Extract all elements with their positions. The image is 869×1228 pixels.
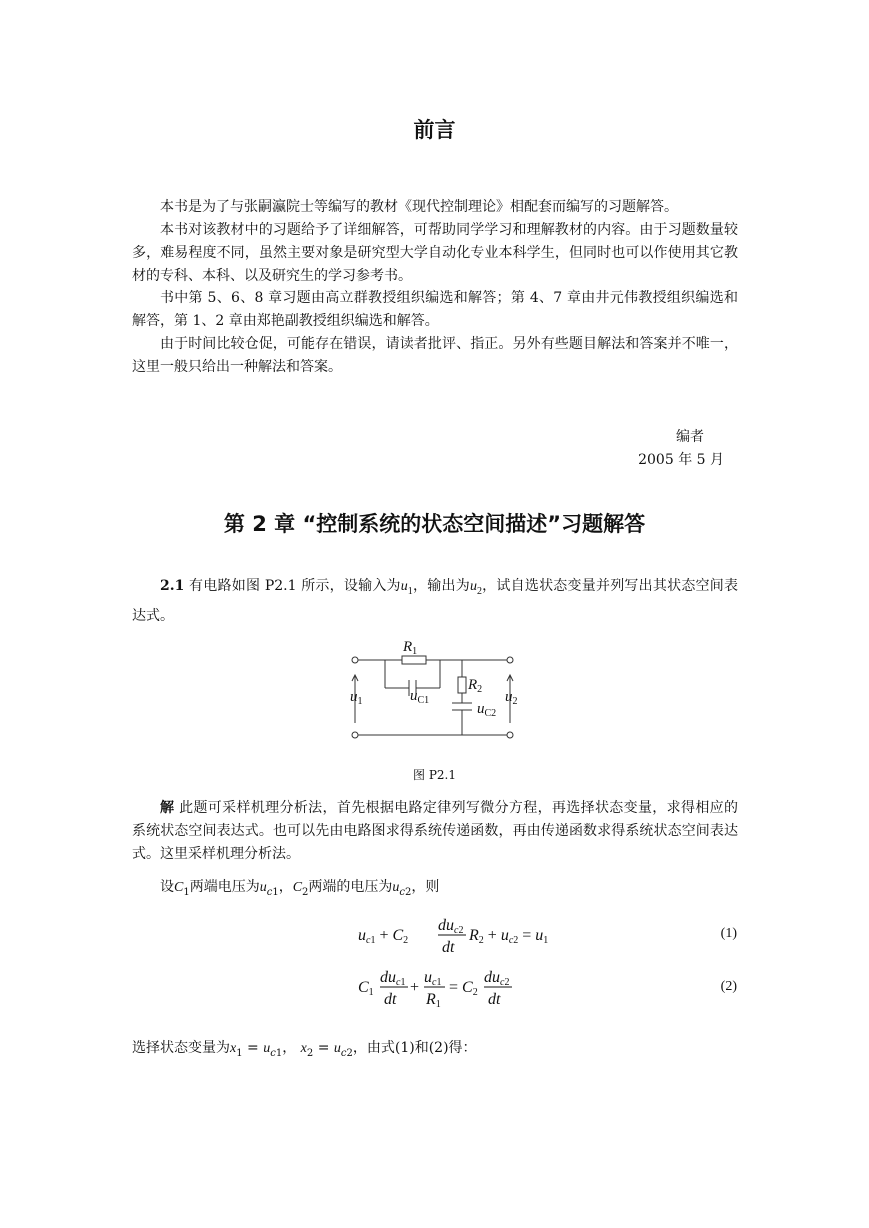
svg-text:duc2: duc2	[484, 969, 510, 988]
state-variable-line: 选择状态变量为$x_1 = u_{c1}$， $x_2 = u_{c2}$，由式(1)和(2)得：	[132, 1040, 477, 1059]
circuit-diagram-p2-1	[340, 635, 530, 745]
svg-text:dt: dt	[442, 939, 455, 956]
label-u2: $u_2$	[505, 689, 518, 707]
preface-date: 2005 年 5 月	[638, 452, 724, 468]
solution-text: 此题可采样机理分析法，首先根据电路定律列写微分方程，再选择状态变量，求得相应的系统状态空间表达式。也可以先由电路图求得系统传递函数，再由传递函数求得系统状态空间表达式。这里采样机理分析法。	[132, 800, 738, 862]
svg-text:R2 + uc2 = u1: R2 + uc2 = u1	[469, 927, 549, 946]
equation-1-number: (1)	[720, 926, 737, 941]
problem-text-b: ，输出为	[412, 578, 470, 594]
preface-paragraph-1: 本书是为了与张嗣瀛院士等编写的教材《现代控制理论》相配套而编写的习题解答。	[160, 199, 678, 215]
svg-text:dt: dt	[488, 991, 501, 1008]
problem-text-c: ，试自选状态变量并列写出其状态空间表达式。	[132, 578, 739, 624]
problem-text-a: 有电路如图 P2.1 所示，设输入为	[184, 578, 401, 594]
preface-paragraph-3: 书中第 5、6、8 章习题由高立群教授组织编选和解答；第 4、7 章由井元伟教授组织编选和解答，第 1、2 章由郑艳副教授组织编选和解答。	[132, 290, 738, 329]
chapter-title: 第 2 章 “控制系统的状态空间描述”习题解答	[223, 512, 646, 536]
label-r1: $R_1$	[403, 639, 418, 657]
problem-statement	[132, 574, 738, 629]
label-uc2: $u_{C2}$	[477, 701, 497, 719]
preface-paragraph-4: 由于时间比较仓促，可能存在错误，请读者批评、指正。另外有些题目解法和答案并不唯一，这里一般只给出一种解法和答案。	[132, 336, 738, 375]
figure-caption: 图 P2.1	[413, 768, 456, 782]
preface-title: 前言	[413, 118, 456, 142]
problem-input-var: $u_1$	[400, 579, 413, 597]
svg-text:duc1: duc1	[380, 969, 406, 988]
problem-number: 2.1	[160, 578, 185, 594]
label-uc1: $u_{C1}$	[410, 688, 430, 706]
svg-text:C1: C1	[358, 979, 374, 998]
equation-2	[350, 962, 550, 1012]
svg-text:+: +	[410, 979, 420, 996]
preface-paragraph-2: 本书对该教材中的习题给予了详细解答，可帮助同学学习和理解教材的内容。由于习题数量较多，难易程度不同，虽然主要对象是研究型大学自动化专业本科学生，但同时也可以作使用其它教材的专科、本科、以及研究生的学习参考书。	[132, 222, 738, 284]
preface-signature: 编者	[676, 429, 704, 445]
label-r2: $R_2$	[468, 677, 483, 695]
solution-line-2: 设$C_1$两端电压为$u_{c1}$，$C_2$两端的电压为$u_{c2}$，则	[160, 879, 440, 898]
solution-paragraph	[132, 797, 738, 865]
svg-text:duc2: duc2	[438, 917, 464, 936]
svg-text:dt: dt	[384, 991, 397, 1008]
solution-label: 解	[160, 800, 175, 816]
label-u1: $u_1$	[350, 689, 363, 707]
svg-text:= C2: = C2	[449, 979, 478, 998]
svg-text:uc1: uc1	[424, 969, 442, 988]
equation-1	[350, 910, 550, 960]
svg-text:uc1 + C2: uc1 + C2	[358, 927, 409, 946]
problem-output-var: $u_2$	[469, 579, 482, 597]
svg-text:R1: R1	[426, 991, 441, 1010]
equation-2-number: (2)	[720, 979, 737, 994]
